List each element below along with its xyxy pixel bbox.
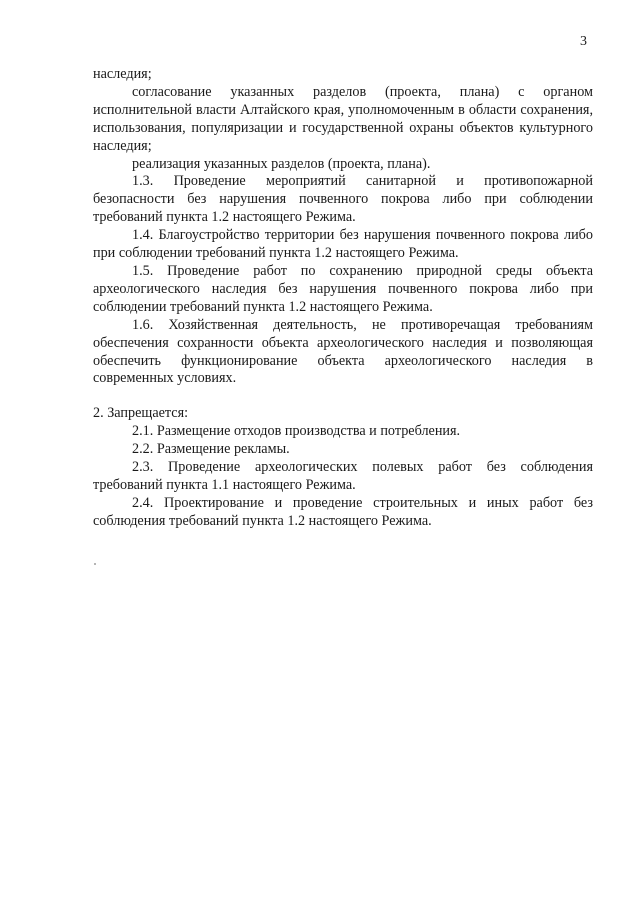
scan-speck [94,563,96,565]
section-heading-prohibited: 2. Запрещается: [93,405,189,422]
document-body [93,66,593,531]
paragraph-1-3: 1.3. Проведение мероприятий санитарной и противопожарной безопасности без нарушения почвенного покрова либо при соблюдении требований пункта 1.2 настоящего Режима. [93,173,593,226]
paragraph-approval: согласование указанных разделов (проекта, плана) с органом исполнительной власти Алтайского края, уполномоченным в области сохранения, использования, популяризации и государственной охраны объектов культурного наследия; [93,83,593,154]
paragraph-1-5: 1.5. Проведение работ по сохранению природной среды объекта археологического наследия без нарушения почвенного покрова либо при соблюдении требований пункта 1.2 настоящего Режима. [93,262,593,315]
paragraph-2-2: 2.2. Размещение рекламы. [132,441,290,458]
paragraph-2-1: 2.1. Размещение отходов производства и потребления. [132,423,461,440]
paragraph-1-6: 1.6. Хозяйственная деятельность, не противоречащая требованиям обеспечения сохранности объекта археологического наследия и позволяющая обеспечить функционирование объекта археологического наследия в современных условиях. [93,316,593,387]
paragraph-1-4: 1.4. Благоустройство территории без нарушения почвенного покрова либо при соблюдении требований пункта 1.2 настоящего Режима. [93,227,593,262]
paragraph-implementation: реализация указанных разделов (проекта, плана). [132,155,431,172]
page-number: 3 [580,34,587,49]
paragraph-2-3: 2.3. Проведение археологических полевых работ без соблюдения требований пункта 1.1 настоящего Режима. [93,459,593,493]
paragraph-2-4: 2.4. Проектирование и проведение строительных и иных работ без соблюдения требований пункта 1.2 настоящего Режима. [93,494,593,529]
paragraph-continuation: наследия; [93,66,152,82]
